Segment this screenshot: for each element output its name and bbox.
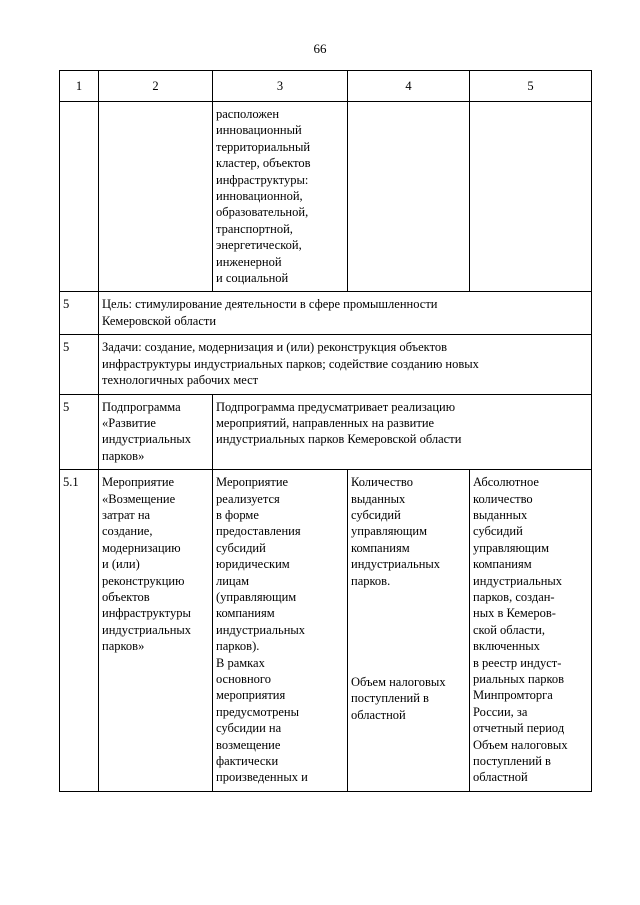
- table-cell: [99, 335, 592, 394]
- table-cell: [213, 394, 592, 470]
- column-header: 4: [348, 71, 470, 102]
- column-header: 2: [99, 71, 213, 102]
- table-row-event: [60, 470, 592, 792]
- subprogram-text: Подпрограмма предусматривает реализацию мероприятий, направленных на развитие индустриальных парков Кемеровской области: [216, 399, 462, 447]
- table-cell: [60, 102, 99, 292]
- table-cell: [99, 292, 592, 335]
- table-cell: [348, 470, 470, 792]
- goal-text: Цель: стимулирование деятельности в сфере промышленности Кемеровской области: [102, 297, 438, 328]
- event-description: Мероприятие реализуется в форме предоставления субсидий юридическим лицам (управляющим компаниям индустриальных парков). В рамках основного мероприятия предусмотрены субсидии на возмещение фактически произведенных и: [216, 475, 308, 785]
- method-subsidy-count: Абсолютное количество выданных субсидий управляющим компаниям индустриальных парков, создан- ных в Кемеров- ской области, включенных в реестр индуст- риальных парков Минпромторга России, за отчетный период: [473, 475, 565, 736]
- cell-spacer: [351, 589, 466, 674]
- table-cell: [99, 470, 213, 792]
- column-header: 1: [60, 71, 99, 102]
- table-row-goal: [60, 292, 592, 335]
- table-cell: [213, 102, 348, 292]
- table-row-cluster-continuation: [60, 102, 592, 292]
- row-number: 5: [60, 335, 99, 394]
- column-header: 3: [213, 71, 348, 102]
- page-number: 66: [313, 41, 327, 56]
- event-name: Мероприятие «Возмещение затрат на создание, модернизацию и (или) реконструкцию объектов инфраструктуры индустриальных парков»: [102, 475, 192, 654]
- table-cell: [99, 394, 213, 470]
- indicator-tax-revenue: Объем налоговых поступлений в областной: [351, 674, 446, 722]
- row-number: 5.1: [60, 470, 99, 792]
- program-table: [59, 70, 592, 792]
- table-row-subprogram: [60, 394, 592, 470]
- cluster-text: расположен инновационный территориальный кластер, объектов инфраструктуры: инновационной, образовательной, транспортной, энергетической, инженерной и социальной: [216, 107, 311, 286]
- tasks-text: Задачи: создание, модернизация и (или) реконструкция объектов инфраструктуры индустриальных парков; содействие созданию новых технологичных рабочих мест: [102, 340, 479, 388]
- indicator-subsidy-count: Количество выданных субсидий управляющим компаниям индустриальных парков.: [351, 475, 441, 588]
- subprogram-name: Подпрограмма «Развитие индустриальных парков»: [102, 399, 192, 463]
- table-header-row: [60, 71, 592, 102]
- table-row-tasks: [60, 335, 592, 394]
- table-cell: [99, 102, 213, 292]
- row-number: 5: [60, 292, 99, 335]
- table-cell: [348, 102, 470, 292]
- row-number: 5: [60, 394, 99, 470]
- method-tax-revenue: Объем налоговых поступлений в областной: [473, 737, 568, 785]
- table-cell: [213, 470, 348, 792]
- table-cell: [470, 102, 592, 292]
- column-header: 5: [470, 71, 592, 102]
- table-cell: [470, 470, 592, 792]
